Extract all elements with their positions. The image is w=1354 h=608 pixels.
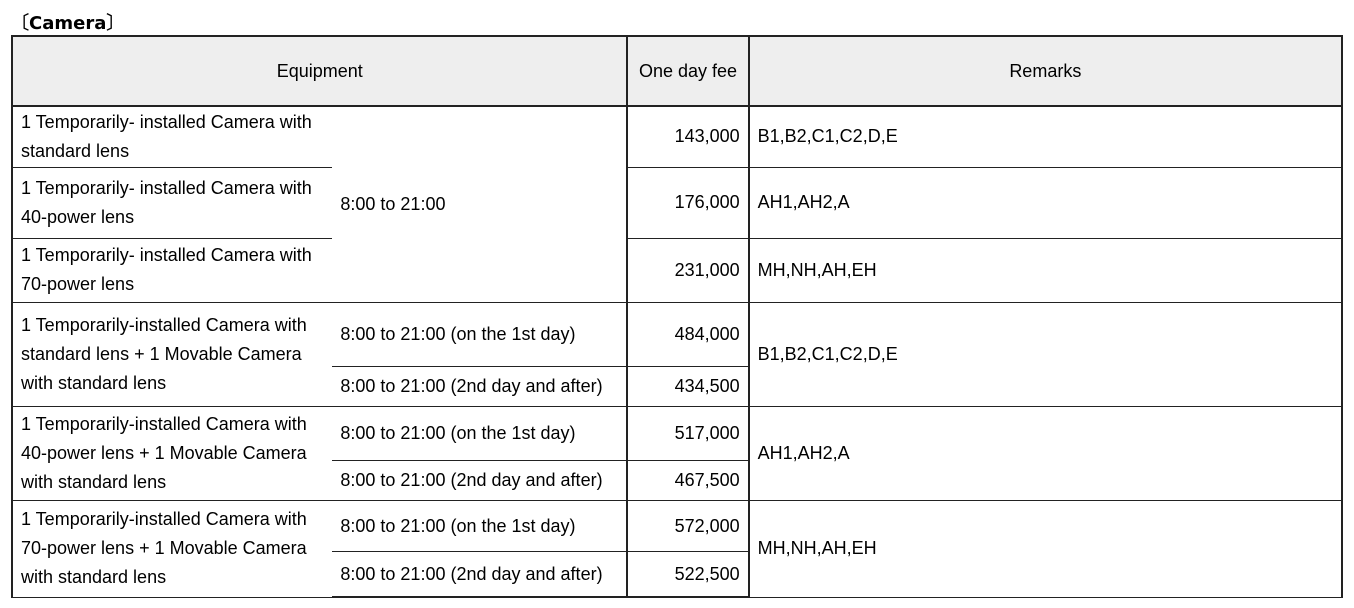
equipment-cell: 1 Temporarily-installed Camera with standard lens + 1 Movable Camera with standard lens	[12, 302, 332, 406]
header-row	[12, 36, 1342, 106]
remarks-cell: B1,B2,C1,C2,D,E	[749, 106, 1342, 167]
fee-cell: 143,000	[627, 106, 748, 167]
equipment-cell: 1 Temporarily-installed Camera with 70-power lens + 1 Movable Camera with standard lens	[12, 501, 332, 597]
fee-cell: 572,000	[627, 501, 748, 552]
time-cell: 8:00 to 21:00 (2nd day and after)	[332, 461, 627, 501]
header-remarks: Remarks	[749, 36, 1342, 106]
remarks-cell: MH,NH,AH,EH	[749, 501, 1342, 597]
time-cell: 8:00 to 21:00 (2nd day and after)	[332, 552, 627, 597]
equipment-cell: 1 Temporarily- installed Camera with 40-power lens	[12, 167, 332, 238]
table-row	[12, 501, 1342, 552]
table-row	[12, 302, 1342, 366]
table-row	[12, 238, 1342, 302]
time-cell: 8:00 to 21:00	[332, 106, 627, 302]
fee-cell: 467,500	[627, 461, 748, 501]
camera-fee-table	[11, 35, 1343, 598]
header-fee: One day fee	[627, 36, 748, 106]
time-cell: 8:00 to 21:00 (on the 1st day)	[332, 302, 627, 366]
fee-cell: 434,500	[627, 367, 748, 407]
time-cell: 8:00 to 21:00 (on the 1st day)	[332, 501, 627, 552]
time-cell: 8:00 to 21:00 (on the 1st day)	[332, 407, 627, 461]
equipment-cell: 1 Temporarily-installed Camera with 40-power lens + 1 Movable Camera with standard lens	[12, 407, 332, 501]
fee-cell: 231,000	[627, 238, 748, 302]
table-row	[12, 106, 1342, 167]
remarks-cell: MH,NH,AH,EH	[749, 238, 1342, 302]
fee-cell: 517,000	[627, 407, 748, 461]
equipment-cell: 1 Temporarily- installed Camera with 70-power lens	[12, 238, 332, 302]
table-row	[12, 407, 1342, 461]
section-title: 〔Camera〕	[11, 13, 125, 34]
fee-cell: 176,000	[627, 167, 748, 238]
remarks-cell: AH1,AH2,A	[749, 167, 1342, 238]
fee-cell: 522,500	[627, 552, 748, 597]
table-row	[12, 167, 1342, 238]
equipment-cell: 1 Temporarily- installed Camera with standard lens	[12, 106, 332, 167]
remarks-cell: B1,B2,C1,C2,D,E	[749, 302, 1342, 406]
header-equipment: Equipment	[12, 36, 627, 106]
time-cell: 8:00 to 21:00 (2nd day and after)	[332, 367, 627, 407]
remarks-cell: AH1,AH2,A	[749, 407, 1342, 501]
fee-cell: 484,000	[627, 302, 748, 366]
